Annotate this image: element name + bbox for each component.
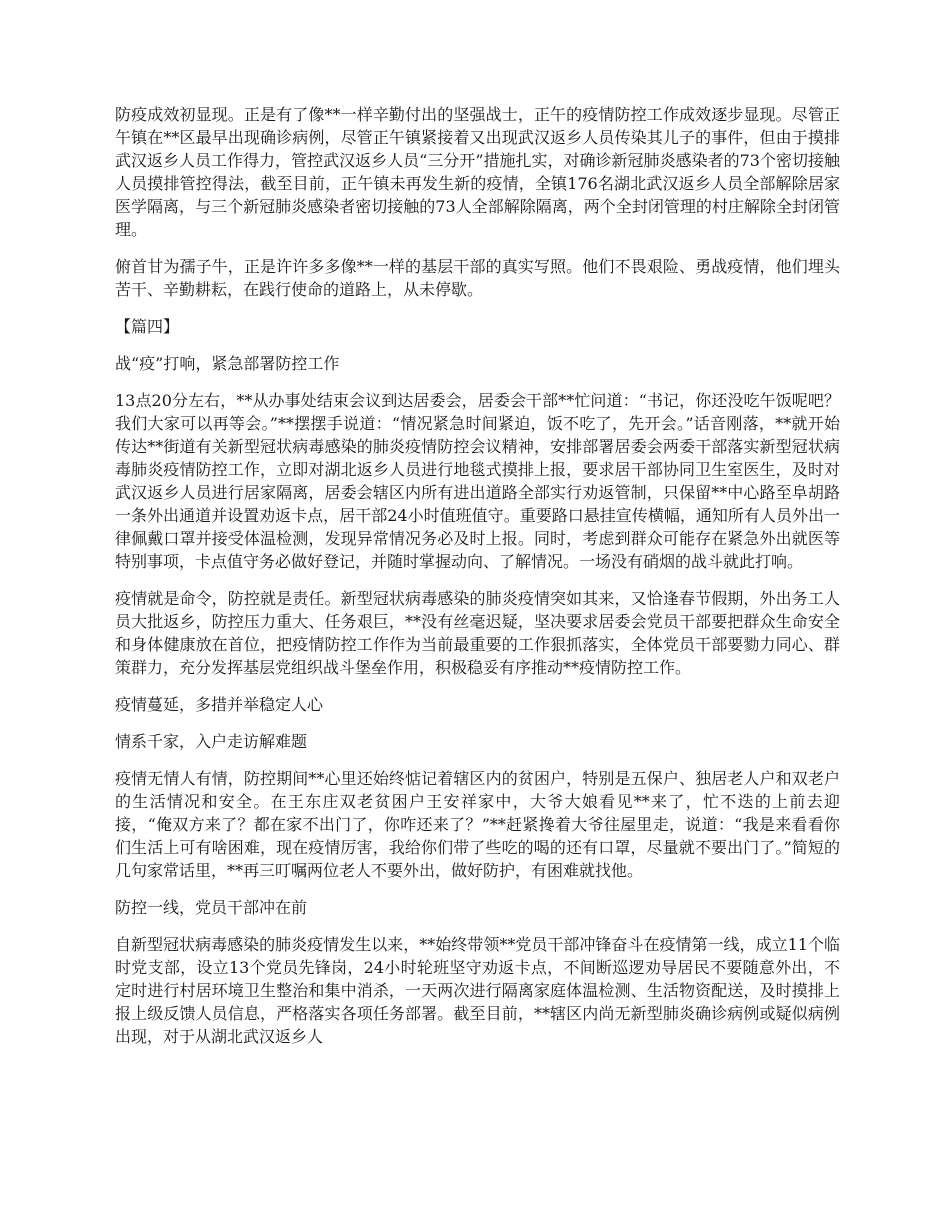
paragraph-2: 俯首甘为孺子牛，正是许许多多像**一样的基层干部的真实写照。他们不畏艰险、勇战疫情，他们埋头苦干、辛勤耕耘，在践行使命的道路上，从未停歇。 — [115, 257, 840, 299]
paragraph-4: 疫情就是命令，防控就是责任。新型冠状病毒感染的肺炎疫情突如其来，又恰逢春节假期，外出务工人员大批返乡，防控压力重大、任务艰巨，**没有丝毫迟疑，坚决要求居委会党员干部要把群众生命安全和身体健康放在首位，把疫情防控工作作为当前最重要的工作狠抓落实，全体党员干部要勠力同心、群策群力，充分发挥基层党组织战斗堡垒作用，积极稳妥有序推动**疫情防控工作。 — [115, 589, 840, 677]
paragraph-3: 13点20分左右，**从办事处结束会议到达居委会，居委会干部**忙问道：“书记，你还没吃午饭呢吧？我们大家可以再等会。”**摆摆手说道：“情况紧急时间紧迫，饭不吃了，先开会。”话音刚落，**就开始传达**街道有关新型冠状病毒感染的肺炎疫情防控会议精神，安排部署居委会两委干部落实新型冠状病毒肺炎疫情防控工作，立即对湖北返乡人员进行地毯式摸排上报，要求居干部协同卫生室医生，及时对武汉返乡人员进行居家隔离，居委会辖区内所有进出道路全部实行劝返管制，只保留**中心路至阜胡路一条外出通道并设置劝返卡点，居干部24小时值班值守。重要路口悬挂宣传横幅，通知所有人员外出一律佩戴口罩并接受体温检测，发现异常情况务必及时上报。同时，考虑到群众可能存在紧急外出就医等特别事项，卡点值守务必做好登记，并随时掌握动向、了解情况。一场没有硝烟的战斗就此打响。 — [115, 391, 840, 571]
subheading-deployment: 战“疫”打响，紧急部署防控工作 — [115, 354, 340, 373]
paragraph-1: 防疫成效初显现。正是有了像**一样辛勤付出的坚强战士，正午的疫情防控工作成效逐步显现。尽管正午镇在**区最早出现确诊病例，尽管正午镇紧接着又出现武汉返乡人员传染其儿子的事件，但由于摸排武汉返乡人员工作得力，管控武汉返乡人员“三分开”措施扎实，对确诊新冠肺炎感染者的73个密切接触人员摸排管控得法，截至目前，正午镇未再发生新的疫情，全镇176名湖北武汉返乡人员全部解除居家医学隔离，与三个新冠肺炎感染者密切接触的73人全部解除隔离，两个全封闭管理的村庄解除全封闭管理。 — [115, 105, 840, 239]
document-page — [115, 103, 840, 1062]
section-heading-part-four: 【篇四】 — [115, 317, 180, 336]
subheading-household-visits: 情系千家，入户走访解难题 — [115, 732, 308, 751]
paragraph-6: 自新型冠状病毒感染的肺炎疫情发生以来，**始终带领**党员干部冲锋奋斗在疫情第一线，成立11个临时党支部，设立13个党员先锋岗，24小时轮班坚守劝返卡点，不间断巡逻劝导居民不要随意外出，不定时进行村居环境卫生整治和集中消杀，一天两次进行隔离家庭体温检测、生活物资配送，及时摸排上报上级反馈人员信息，严格落实各项任务部署。截至目前，**辖区内尚无新型肺炎确诊病例或疑似病例出现，对于从湖北武汉返乡人 — [115, 935, 840, 1046]
subheading-frontline: 防控一线，党员干部冲在前 — [115, 898, 308, 917]
subheading-stabilize: 疫情蔓延，多措并举稳定人心 — [115, 695, 324, 714]
paragraph-5: 疫情无情人有情，防控期间**心里还始终惦记着辖区内的贫困户，特别是五保户、独居老人户和双老户的生活情况和安全。在王东庄双老贫困户王安祥家中，大爷大娘看见**来了，忙不迭的上前去迎接，“俺双方来了？都在家不出门了，你咋还来了？”**赶紧搀着大爷往屋里走，说道：“我是来看看你们生活上可有啥困难，现在疫情厉害，我给你们带了些吃的喝的还有口罩，尽量就不要出门了。”简短的几句家常话里，**再三叮嘱两位老人不要外出，做好防护，有困难就找他。 — [115, 769, 840, 880]
